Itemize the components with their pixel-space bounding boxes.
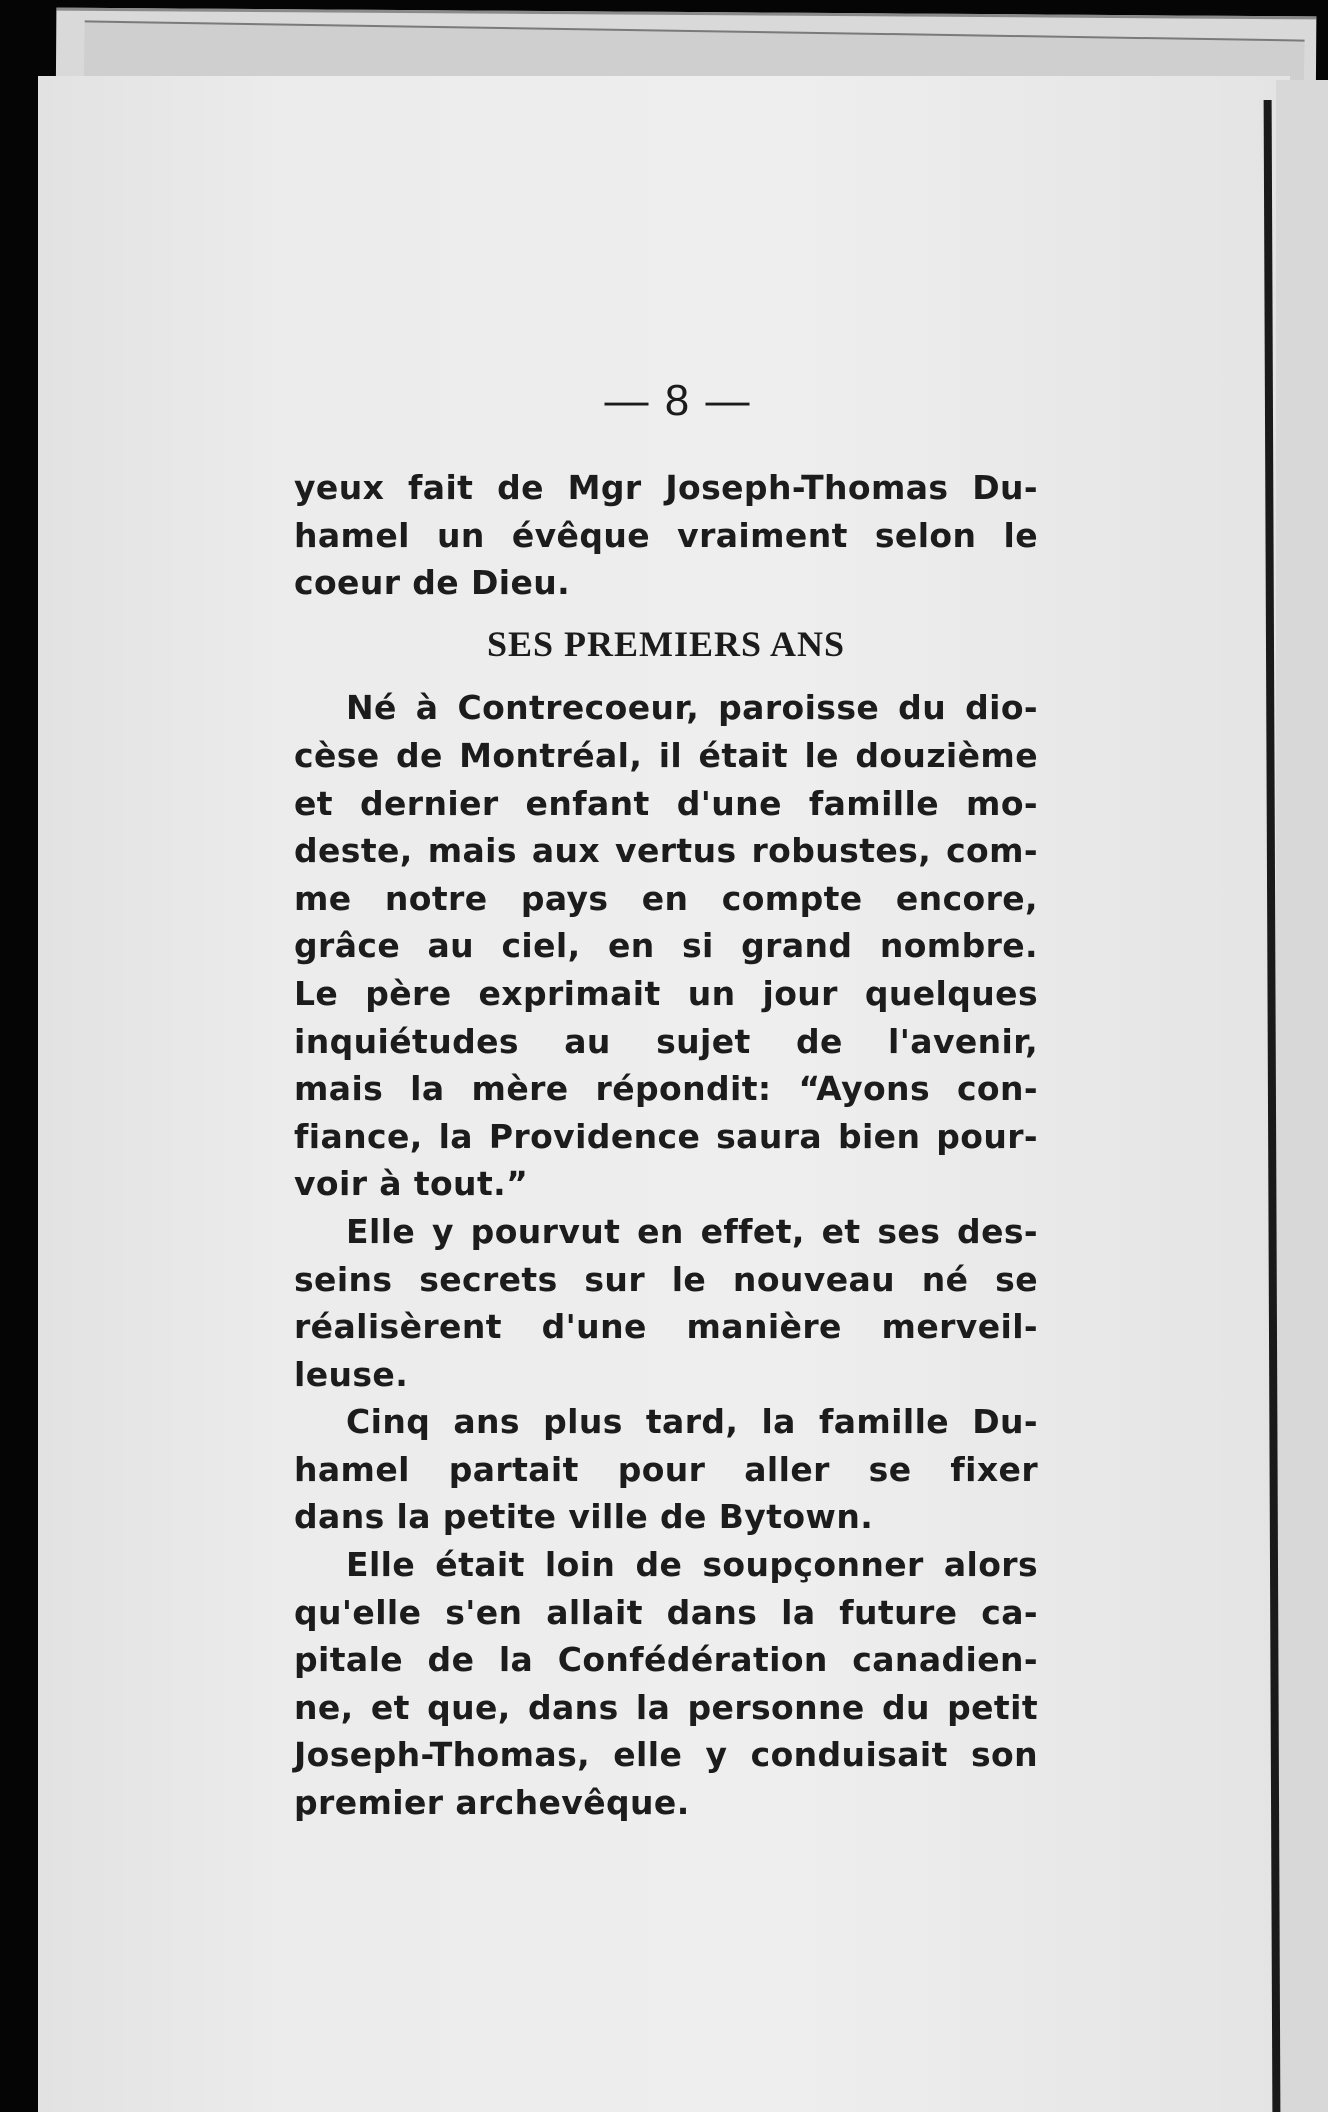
paragraph-providence: [294, 1208, 1038, 1398]
paragraph-bytown: [294, 1398, 1038, 1541]
text-line: Joseph-Thomas, elle y conduisait son: [294, 1735, 1038, 1775]
text-line: yeux fait de Mgr Joseph-Thomas Du-: [294, 468, 1038, 507]
text-line: fiance, la Providence saura bien pour-: [294, 1116, 1038, 1156]
text-line: grâce au ciel, en si grand nombre.: [294, 926, 1038, 966]
text-line: pitale de la Confédération canadien-: [294, 1640, 1038, 1680]
text-line: ne, et que, dans la personne du petit: [294, 1687, 1038, 1727]
paragraph-capital: [294, 1541, 1038, 1827]
text-line: Le père exprimait un jour quelques: [294, 973, 1038, 1013]
text-line: leuse.: [294, 1354, 409, 1394]
text-body: [294, 464, 1038, 1827]
text-line: mais la mère répondit: “Ayons con-: [294, 1069, 1038, 1109]
text-line: cèse de Montréal, il était le douzième: [294, 735, 1038, 775]
text-line: hamel un évêque vraiment selon le: [294, 515, 1038, 555]
text-line: Cinq ans plus tard, la famille Du-: [346, 1402, 1038, 1442]
text-line: Elle y pourvut en effet, et ses des-: [346, 1211, 1038, 1251]
text-line: me notre pays en compte encore,: [294, 878, 1038, 918]
intro-paragraph: [294, 464, 1038, 607]
text-line: dans la petite ville de Bytown.: [294, 1497, 874, 1537]
text-line: premier archevêque.: [294, 1783, 690, 1823]
text-line: Né à Contrecoeur, paroisse du dio-: [346, 688, 1038, 728]
section-heading: SES PREMIERS ANS: [486, 623, 846, 664]
text-line: réalisèrent d'une manière merveil-: [294, 1307, 1038, 1347]
text-line: inquiétudes au sujet de l'avenir,: [294, 1021, 1038, 1061]
text-line: et dernier enfant d'une famille mo-: [294, 783, 1038, 823]
text-line: voir à tout.”: [294, 1164, 529, 1204]
text-line: deste, mais aux vertus robustes, com-: [294, 831, 1038, 871]
text-line: hamel partait pour aller se fixer: [294, 1449, 1038, 1489]
text-line: Elle était loin de soupçonner alors: [346, 1545, 1038, 1585]
paragraph-birth: [294, 684, 1038, 1208]
page-number: — 8 —: [604, 376, 752, 425]
text-line: coeur de Dieu.: [294, 563, 571, 603]
text-line: qu'elle s'en allait dans la future ca-: [294, 1592, 1038, 1632]
text-line: seins secrets sur le nouveau né se: [294, 1259, 1038, 1299]
